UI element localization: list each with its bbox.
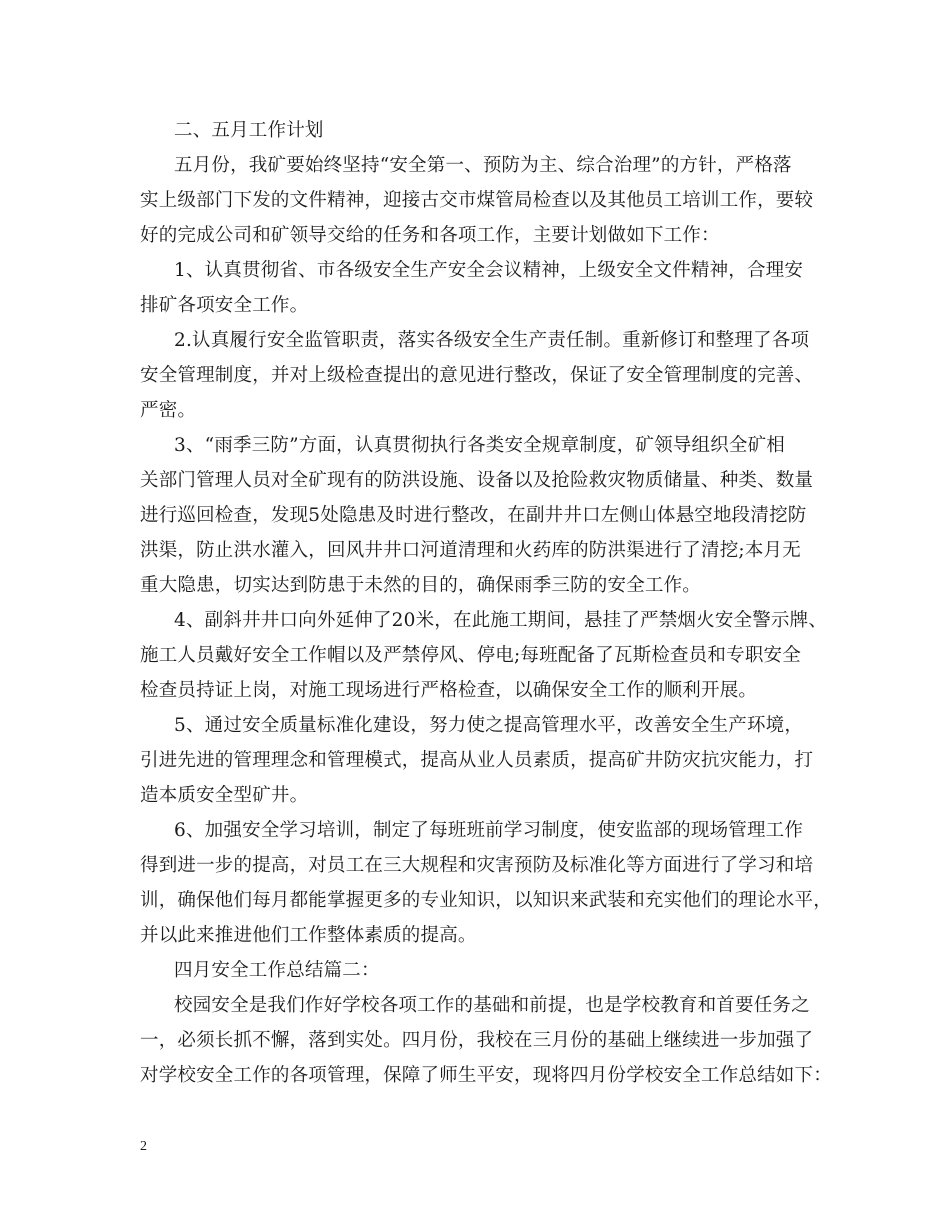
text-line: 好的完成公司和矿领导交给的任务和各项工作，主要计划做如下工作： bbox=[140, 225, 720, 246]
list-item-line: 关部门管理人员对全矿现有的防洪设施、设备以及抢险救灾物质储量、种类、数量 bbox=[140, 470, 814, 491]
text-line: 实上级部门下发的文件精神，迎接古交市煤管局检查以及其他员工培训工作，要较 bbox=[140, 190, 814, 211]
text-line: 校园安全是我们作好学校各项工作的基础和前提，也是学校教育和首要任务之 bbox=[174, 995, 810, 1016]
list-item-line: 检查员持证上岗，对施工现场进行严格检查，以确保安全工作的顺利开展。 bbox=[140, 680, 758, 701]
list-item-line: 安全管理制度，并对上级检查提出的意见进行整改，保证了安全管理制度的完善、 bbox=[140, 365, 814, 386]
list-item-line: 严密。 bbox=[140, 400, 197, 421]
list-item-line: 进行巡回检查，发现5处隐患及时进行整改，在副井井口左侧山体悬空地段清挖防 bbox=[140, 505, 807, 526]
list-item-line: 施工人员戴好安全工作帽以及严禁停风、停电;每班配备了瓦斯检查员和专职安全 bbox=[140, 645, 801, 666]
text-line: 对学校安全工作的各项管理，保障了师生平安，现将四月份学校安全工作总结如下： bbox=[140, 1065, 832, 1086]
list-item-line: 重大隐患，切实达到防患于未然的目的，确保雨季三防的安全工作。 bbox=[140, 575, 702, 596]
article-heading: 四月安全工作总结篇二： bbox=[174, 960, 380, 981]
text-line: 五月份，我矿要始终坚持“安全第一、预防为主、综合治理”的方针，严格落 bbox=[174, 155, 792, 176]
list-item-line: 训，确保他们每月都能掌握更多的专业知识，以知识来武装和充实他们的理论水平， bbox=[140, 890, 832, 911]
section-heading: 二、五月工作计划 bbox=[174, 120, 324, 141]
list-item-line: 6、加强安全学习培训，制定了每班班前学习制度，使安监部的现场管理工作 bbox=[174, 820, 804, 841]
page-number: 2 bbox=[140, 1139, 147, 1154]
text-line: 一，必须长抓不懈，落到实处。四月份，我校在三月份的基础上继续进一步加强了 bbox=[140, 1030, 814, 1051]
list-item-line: 3、“雨季三防”方面，认真贯彻执行各类安全规章制度，矿领导组织全矿相 bbox=[174, 435, 785, 456]
list-item-line: 2.认真履行安全监管职责，落实各级安全生产责任制。重新修订和整理了各项 bbox=[174, 330, 810, 351]
list-item-line: 洪渠，防止洪水灌入，回风井井口河道清理和火药库的防洪渠进行了清挖;本月无 bbox=[140, 540, 801, 561]
list-item-line: 引进先进的管理理念和管理模式，提高从业人员素质，提高矿井防灾抗灾能力，打 bbox=[140, 750, 814, 771]
list-item-line: 排矿各项安全工作。 bbox=[140, 295, 309, 316]
list-item-line: 4、副斜井井口向外延伸了20米，在此施工期间，悬挂了严禁烟火安全警示牌、 bbox=[174, 610, 828, 631]
list-item-line: 得到进一步的提高，对员工在三大规程和灾害预防及标准化等方面进行了学习和培 bbox=[140, 855, 814, 876]
list-item-line: 造本质安全型矿井。 bbox=[140, 785, 309, 806]
list-item-line: 并以此来推进他们工作整体素质的提高。 bbox=[140, 925, 477, 946]
list-item-line: 1、认真贯彻省、市各级安全生产安全会议精神，上级安全文件精神，合理安 bbox=[174, 260, 804, 281]
list-item-line: 5、通过安全质量标准化建设，努力使之提高管理水平，改善安全生产环境， bbox=[174, 715, 804, 736]
